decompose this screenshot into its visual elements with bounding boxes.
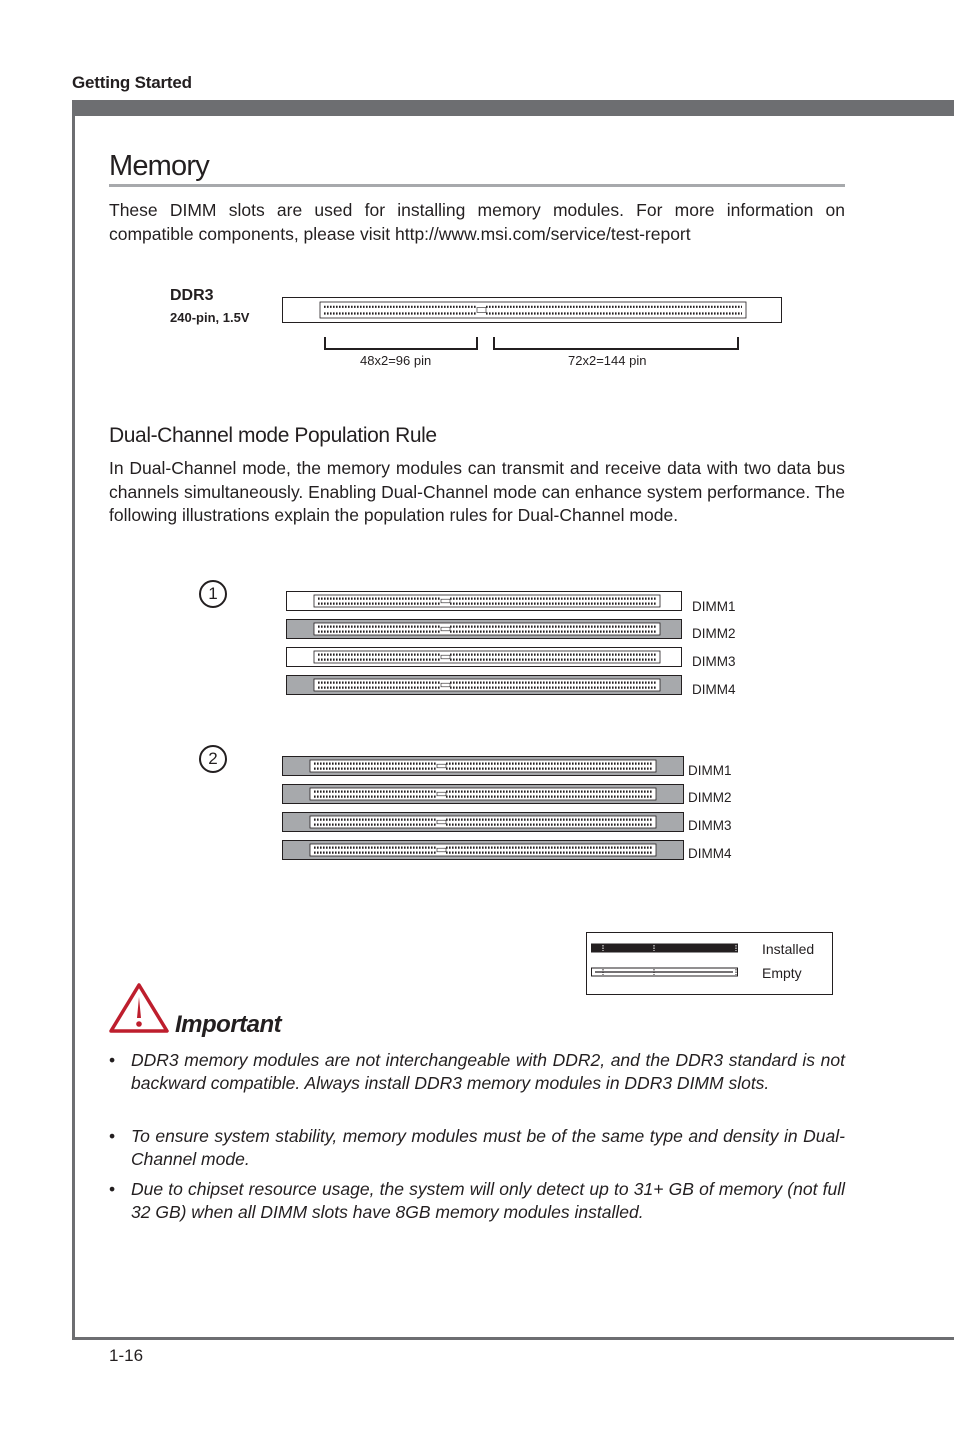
config-1-number: 1 bbox=[199, 580, 227, 608]
dimm-slot-installed bbox=[286, 675, 682, 695]
legend-installed-label: Installed bbox=[762, 941, 815, 957]
title-rule bbox=[109, 184, 845, 187]
config-1-dimm3-label: DIMM3 bbox=[692, 654, 736, 669]
config-1-dimm4-label: DIMM4 bbox=[692, 682, 736, 697]
dimm-slot-empty bbox=[286, 591, 682, 611]
bottom-rule bbox=[72, 1337, 954, 1340]
page-number: 1-16 bbox=[109, 1346, 144, 1365]
ddr3-label: DDR3 bbox=[170, 287, 214, 304]
pin-count-right: 72x2=144 pin bbox=[568, 353, 647, 368]
important-bullet bbox=[109, 1049, 845, 1095]
dimm-slot-installed bbox=[282, 784, 684, 804]
bullet-text: DDR3 memory modules are not interchangeable with DDR2, and the DDR3 standard is not backward compatible. Always install DDR3 memory modules in DDR3 DIMM slots. bbox=[131, 1050, 845, 1093]
bullet-text: Due to chipset resource usage, the system will only detect up to 31+ GB of memory (not full 32 GB) when all DIMM slots have 8GB memory modules installed. bbox=[131, 1179, 845, 1222]
important-bullet bbox=[109, 1178, 845, 1224]
config-2-dimm4-label: DIMM4 bbox=[688, 846, 732, 861]
bullet-dot: • bbox=[109, 1050, 116, 1070]
header-bar bbox=[72, 100, 954, 116]
dimm-slot-installed bbox=[282, 756, 684, 776]
ddr3-slot bbox=[283, 298, 782, 323]
dimm-slot-empty bbox=[286, 647, 682, 667]
config-2-dimm1-label: DIMM1 bbox=[688, 763, 732, 778]
config-2-number: 2 bbox=[199, 745, 227, 773]
intro-paragraph: These DIMM slots are used for installing memory modules. For more information on compatible components, please visit http://www.msi.com/service/test-report bbox=[109, 200, 845, 244]
config-1-dimm1-label: DIMM1 bbox=[692, 599, 736, 614]
dual-channel-paragraph: In Dual-Channel mode, the memory modules can transmit and receive data with two data bus channels simultaneously. Enabling Dual-Channel mode can enhance system performance. The following illustrations explain the population rules for Dual-Channel mode. bbox=[109, 458, 845, 525]
dimm-slot-installed bbox=[282, 840, 684, 860]
legend-empty-swatch bbox=[592, 968, 738, 976]
left-rule bbox=[72, 100, 75, 1340]
important-bullet bbox=[109, 1125, 845, 1171]
config-2-dimm3-label: DIMM3 bbox=[688, 818, 732, 833]
important-heading: Important bbox=[175, 1011, 282, 1038]
ddr3-spec: 240-pin, 1.5V bbox=[170, 310, 250, 325]
pin-count-left: 48x2=96 pin bbox=[360, 353, 432, 368]
pin-bracket-left bbox=[325, 337, 477, 349]
page-title: Memory bbox=[109, 150, 209, 182]
ddr3-slot-diagram bbox=[282, 297, 784, 353]
bullet-dot: • bbox=[109, 1126, 116, 1146]
bullet-dot: • bbox=[109, 1179, 116, 1199]
warning-icon bbox=[108, 982, 170, 1034]
config-1-dimm2-label: DIMM2 bbox=[692, 626, 736, 641]
dual-channel-heading: Dual-Channel mode Population Rule bbox=[109, 424, 437, 447]
pin-bracket-right bbox=[494, 337, 738, 349]
legend bbox=[586, 932, 833, 995]
legend-empty-label: Empty bbox=[762, 965, 802, 981]
config-2-dimm2-label: DIMM2 bbox=[688, 790, 732, 805]
legend-swatches bbox=[591, 942, 741, 982]
bullet-text: To ensure system stability, memory modules must be of the same type and density in Dual-Channel mode. bbox=[131, 1126, 845, 1169]
legend-installed-swatch bbox=[592, 944, 738, 952]
dimm-slot-installed bbox=[286, 619, 682, 639]
dimm-slot-installed bbox=[282, 812, 684, 832]
section-label: Getting Started bbox=[72, 73, 192, 92]
